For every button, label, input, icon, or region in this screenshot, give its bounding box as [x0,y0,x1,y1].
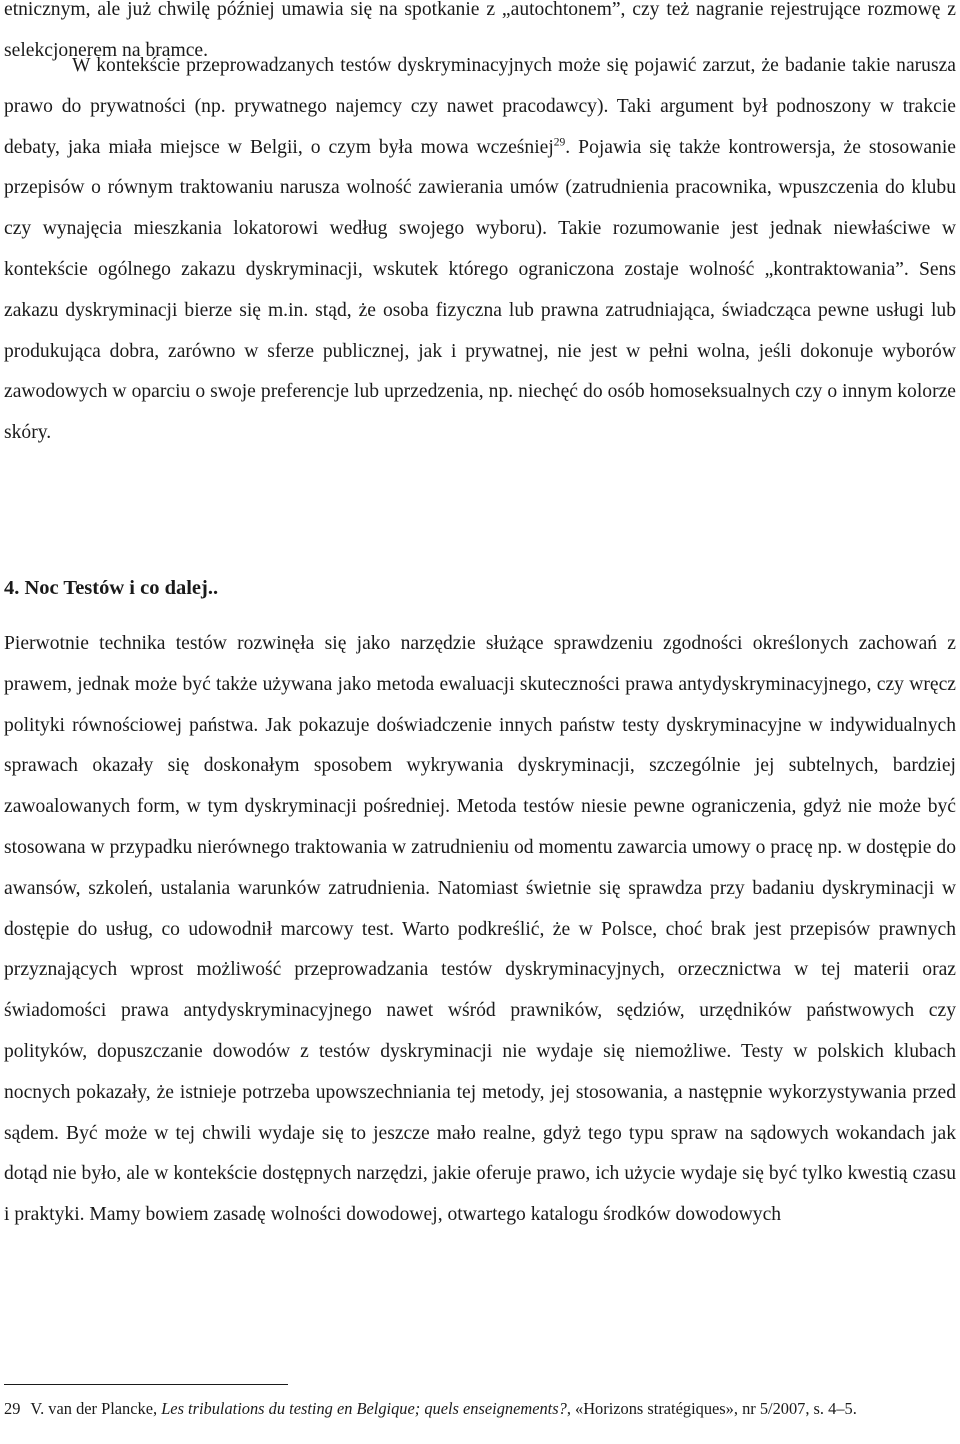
footnote-source: , «Horizons stratégiques», nr 5/2007, s. 4–5. [566,1399,857,1418]
paragraph-text: etnicznym, ale już chwilę później umawia się na spotkanie z „autochtonem”, czy też nagranie rejestrujące rozmowę z selekcjonerem na bramce. [4,0,956,61]
footnote-title: Les tribulations du testing en Belgique; quels enseignements? [161,1399,567,1418]
paragraph-text: . Pojawia się także kontrowersja, że stosowanie przepisów o równym traktowaniu narusza wolność zawierania umów (zatrudnienia pracownika, wpuszczenia do klubu czy wynajęcia mieszkania lokatorowi według swojego wyboru). Takie rozumowanie jest jednak niewłaściwe w kontekście ogólnego zakazu dyskryminacji, wskutek którego ograniczona zostaje wolność „kontraktowania”. Sens zakazu dyskryminacji bierze się m.in. stąd, że osoba fizyczna lub prawna zatrudniająca, świadcząca pewne usługi lub produkująca dobra, zarówno w sferze publicznej, jak i prywatnej, nie jest w pełni wolna, jeśli dokonuje wyborów zawodowych w oparciu o swoje preferencje lub uprzedzenia, np. niechęć do osób homoseksualnych czy o innym kolorze skóry. [4,136,956,444]
footnote [4,1397,956,1420]
paragraph-privacy-argument [4,46,956,454]
footnote-separator [4,1384,288,1385]
paragraph-testing-technique [4,624,956,1236]
footnote-reference[interactable]: 29 [553,136,566,149]
footnote-number: 29 [4,1399,21,1418]
paragraph-text: W kontekście przeprowadzanych testów dyskryminacyjnych może się pojawić zarzut, że badanie takie narusza prawo do prywatności (np. prywatnego najemcy czy nawet pracodawcy). Taki argument był podnoszony w trakcie debaty, jaka miała miejsce w Belgii, o czym była mowa wcześniej [4,55,956,158]
section-heading: 4. Noc Testów i co dalej.. [4,577,219,599]
paragraph-text: Pierwotnie technika testów rozwinęła się jako narzędzie służące sprawdzeniu zgodności określonych zachowań z prawem, jednak może być także używana jako metoda ewaluacji skuteczności prawa antydyskryminacyjnego, czy wręcz polityki równościowej państwa. Jak pokazuje doświadczenie innych państw testy dyskryminacyjne w indywidualnych sprawach okazały się doskonałym sposobem wykrywania dyskryminacji, szczególnie jej subtelnych, bardziej zawoalowanych form, w tym dyskryminacji pośredniej. Metoda testów niesie pewne ograniczenia, gdyż nie może być stosowana w przypadku nierównego traktowania w zatrudnieniu od momentu zawarcia umowy o pracę np. w dostępie do awansów, szkoleń, ustalania warunków zatrudnienia. Natomiast świetnie się sprawdza przy badaniu dyskryminacji w dostępie do usług, co udowodnił marcowy test. Warto podkreślić, że w Polsce, choć brak jest przepisów prawnych przyznających wprost możliwość przeprowadzania testów dyskryminacyjnych, orzecznictwa w tej materii oraz świadomości prawa antydyskryminacyjnego nawet wśród prawników, sędziów, urzędników państwowych czy polityków, dopuszczanie dowodów z testów dyskryminacji nie wydaje się niemożliwe. Testy w polskich klubach nocnych pokazały, że istnieje potrzeba upowszechniania tej metody, jej stosowania, a następnie wykorzystywania przed sądem. Być może w tej chwili wydaje się to jeszcze mało realne, gdyż tego typu spraw na sądowych wokandach jak dotąd nie było, ale w kontekście dostępnych narzędzi, jakie oferuje prawo, ich użycie wydaje się być tylko kwestią czasu i praktyki. Mamy bowiem zasadę wolności dowodowej, otwartego katalogu środków dowodowych [4,633,956,1226]
footnote-author: V. van der Plancke, [30,1399,162,1418]
